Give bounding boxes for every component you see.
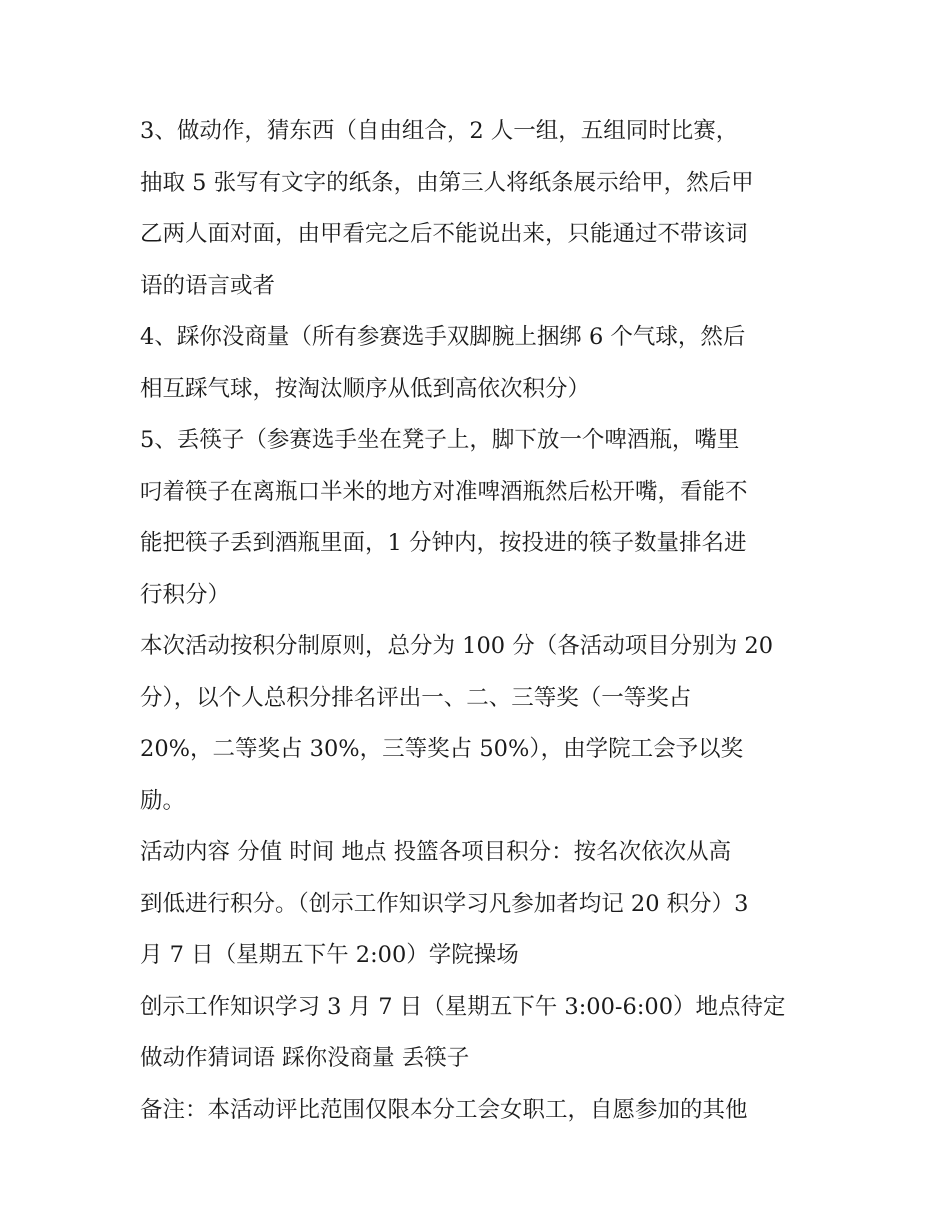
text-line: 创示工作知识学习 3 月 7 日（星期五下午 3:00-6:00）地点待定 bbox=[140, 993, 786, 1020]
text-line: 行积分） bbox=[140, 581, 231, 608]
text-line: 相互踩气球，按淘汰顺序从低到高依次积分） bbox=[140, 375, 591, 402]
remarks-paragraph bbox=[140, 1085, 820, 1137]
text-line: 5、丢筷子（参赛选手坐在凳子上，脚下放一个啤酒瓶，嘴里 bbox=[140, 427, 740, 453]
text-line: 励。 bbox=[140, 787, 186, 814]
activity-item-3 bbox=[140, 106, 820, 312]
activity-item-4 bbox=[140, 312, 820, 415]
text-line: 语的语言或者 bbox=[140, 272, 276, 299]
text-line: 活动内容 分值 时间 地点 投篮各项目积分：按名次依次从高 bbox=[140, 839, 732, 865]
text-line: 本次活动按积分制原则，总分为 100 分（各活动项目分别为 20 bbox=[140, 633, 774, 659]
text-line: 到低进行积分。（创示工作知识学习凡参加者均记 20 积分）3 bbox=[140, 890, 749, 917]
text-line: 月 7 日（星期五下午 2:00）学院操场 bbox=[140, 942, 519, 968]
text-line: 4、踩你没商量（所有参赛选手双脚腕上捆绑 6 个气球，然后 bbox=[140, 324, 746, 350]
scoring-rules-paragraph bbox=[140, 621, 820, 827]
schedule-paragraph-1 bbox=[140, 827, 820, 982]
text-line: 3、做动作，猜东西（自由组合，2 人一组，五组同时比赛， bbox=[140, 118, 739, 144]
schedule-paragraph-2 bbox=[140, 982, 820, 1034]
document-body bbox=[140, 106, 820, 1136]
text-line: 做动作猜词语 踩你没商量 丢筷子 bbox=[140, 1045, 470, 1071]
text-line: 能把筷子丢到酒瓶里面，1 分钟内，按投进的筷子数量排名进 bbox=[140, 530, 747, 556]
text-line: 备注：本活动评比范围仅限本分工会女职工，自愿参加的其他 bbox=[140, 1096, 748, 1123]
activity-item-5 bbox=[140, 415, 820, 621]
schedule-paragraph-3 bbox=[140, 1033, 820, 1085]
text-line: 抽取 5 张写有文字的纸条，由第三人将纸条展示给甲，然后甲 bbox=[140, 169, 754, 196]
text-line: 20%，二等奖占 30%，三等奖占 50%），由学院工会予以奖 bbox=[140, 736, 744, 762]
text-line: 叼着筷子在离瓶口半米的地方对准啤酒瓶然后松开嘴，看能不 bbox=[140, 478, 748, 505]
text-line: 乙两人面对面，由甲看完之后不能说出来，只能通过不带该词 bbox=[140, 221, 748, 247]
text-line: 分），以个人总积分排名评出一、二、三等奖（一等奖占 bbox=[140, 684, 692, 711]
